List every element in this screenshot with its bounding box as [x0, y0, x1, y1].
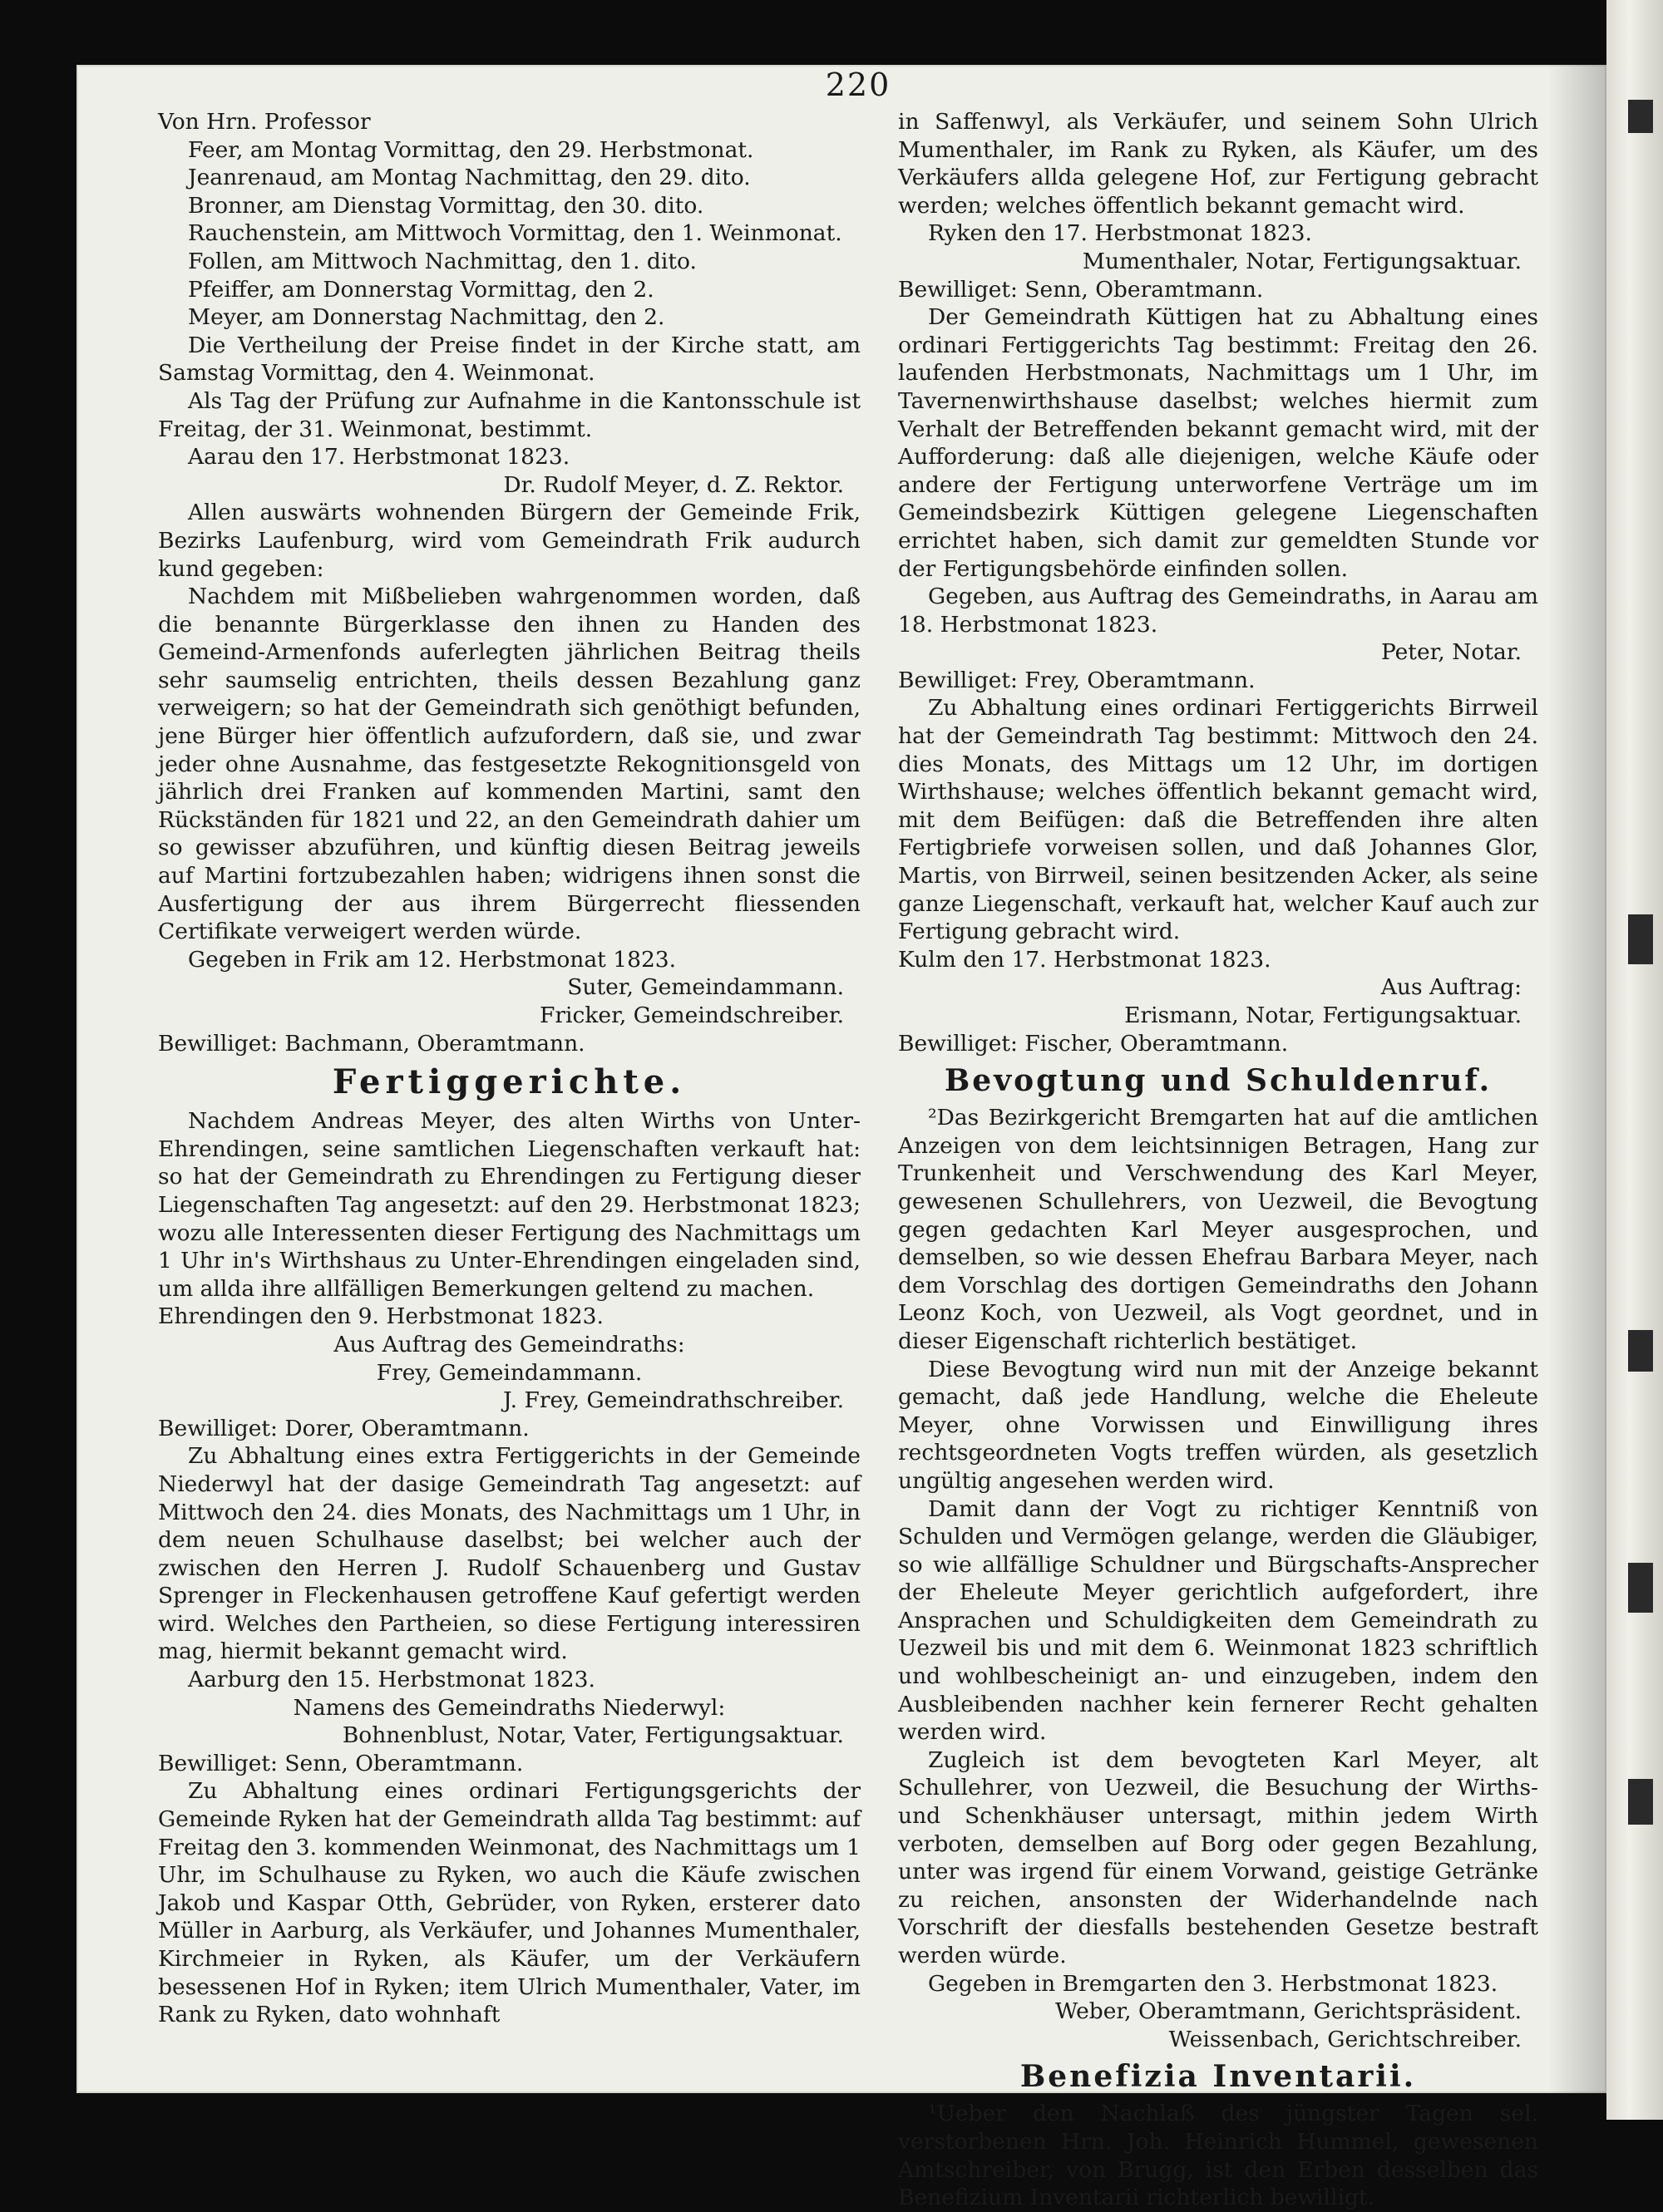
right-column-paragraph: Kulm den 17. Herbstmonat 1823.: [898, 946, 1271, 973]
right-column-paragraph: Erismann, Notar, Fertigungsaktuar.: [1124, 1003, 1522, 1028]
left-column-paragraph: Bewilliget: Dorer, Oberamtmann.: [158, 1415, 530, 1441]
ink-mark: [1628, 1779, 1653, 1825]
left-column-paragraph: Gegeben in Frik am 12. Herbstmonat 1823.: [188, 946, 677, 973]
left-column-paragraph: Aarau den 17. Herbstmonat 1823.: [188, 444, 570, 470]
left-column-paragraph: Zu Abhaltung eines ordinari Fertigungsgerichts der Gemeinde Ryken hat der Gemeindrath allda Tag bestimmt: auf Freitag den 3. kommenden Weinmonat, des Nachmittags um 1 Uhr, im Schulhause zu Ryken, wo auch die Käufe zwischen Jakob und Kaspar Otth, Gebrüder, von Ryken, ersterer dato Müller in Aarburg, als Verkäufer, und Johannes Mumenthaler, Kirchmeier in Ryken, als Käufer, um der Verkäufern besessenen Hof in Ryken; item Ulrich Mumenthaler, Vater, im Rank zu Ryken, dato wohnhaft: [158, 1778, 861, 2028]
left-column-paragraph: Nachdem Andreas Meyer, des alten Wirths von Unter-Ehrendingen, seine samtlichen Liegenschaften verkauft hat: so hat der Gemeindrath zu Ehrendingen zu Fertigung dieser Liegenschaften Tag angesetzt: auf den 29. Herbstmonat 1823; wozu alle Interessenten dieser Fertigung des Nachmittags um 1 Uhr in's Wirthshaus zu Unter-Ehrendingen eingeladen sind, um allda ihre allfälligen Bemerkungen geltend zu machen.: [158, 1108, 861, 1302]
right-column-paragraph: Ryken den 17. Herbstmonat 1823.: [928, 220, 1312, 247]
left-column-paragraph: Follen, am Mittwoch Nachmittag, den 1. dito.: [188, 248, 697, 274]
left-column-paragraph: Als Tag der Prüfung zur Aufnahme in die Kantonsschule ist Freitag, der 31. Weinmonat, bestimmt.: [158, 387, 861, 442]
right-column-paragraph: Zugleich ist dem bevogteten Karl Meyer, alt Schullehrer, von Uezweil, die Besuchung der Wirths- und Schenkhäuser untersagt, mithin jedem Wirth verboten, demselben auf Borg oder gegen Bezahlung, unter was irgend für einem Vorwand, geistige Getränke zu reichen, ansonsten der Widerhandelnde nach Vorschrift der diesfalls bestehenden Gesetze bestraft werden würde.: [898, 1746, 1538, 1968]
adjacent-page-edge: [1606, 0, 1663, 2120]
left-column-section-heading: Fertiggerichte.: [332, 1062, 687, 1102]
left-column-paragraph: Ehrendingen den 9. Herbstmonat 1823.: [158, 1303, 604, 1330]
left-column-paragraph: Zu Abhaltung eines extra Fertiggerichts in der Gemeinde Niederwyl hat der dasige Gemeindrath Tag angesetzt: auf Mittwoch den 24. dies Monats, des Nachmittags um 1 Uhr, in dem neuen Schulhause daselbst; bei welcher auch der zwischen den Herren J. Rudolf Schauenberg und Gustav Sprenger in Fleckenhausen getroffene Kauf gefertigt werden wird. Welches den Partheien, so diese Fertigung interessiren mag, hiermit bekannt gemacht wird.: [158, 1443, 861, 1665]
left-column-paragraph: Die Vertheilung der Preise findet in der Kirche statt, am Samstag Vormittag, den 4. Weinmonat.: [158, 332, 861, 387]
left-column-paragraph: Nachdem mit Mißbelieben wahrgenommen worden, daß die benannte Bürgerklasse den ihnen zu Handen des Gemeind-Armenfonds auferlegten jährlichen Beitrag theils sehr saumselig entrichten, theils dessen Bezahlung ganz verweigern; so hat der Gemeindrath sich genöthigt befunden, jene Bürger hier öffentlich aufzufordern, daß sie, und zwar jeder ohne Ausnahme, das festgesetzte Rekognitionsgeld von jährlich drei Franken auf kommenden Martini, samt den Rückständen für 1821 und 22, an den Gemeindrath dahier um so gewisser abzuführen, und künftig diesen Beitrag jeweils auf Martini fortzubezahlen haben; widrigens ihnen sonst die Ausfertigung der aus ihrem Bürgerrecht fliessenden Certifikate verweigert werden würde.: [158, 584, 861, 945]
right-column-section-heading: Benefizia Inventarii.: [1019, 2059, 1417, 2095]
left-column-paragraph: Allen auswärts wohnenden Bürgern der Gemeinde Frik, Bezirks Laufenburg, wird vom Gemeindrath Frik audurch kund gegeben:: [158, 500, 861, 582]
left-column-paragraph: Feer, am Montag Vormittag, den 29. Herbstmonat.: [188, 136, 754, 163]
left-column-paragraph: Bohnenblust, Notar, Vater, Fertigungsaktuar.: [342, 1722, 844, 1749]
right-column-paragraph: Mumenthaler, Notar, Fertigungsaktuar.: [1082, 248, 1522, 274]
right-column: [898, 108, 1538, 2211]
ink-mark: [1628, 914, 1653, 964]
right-column-paragraph: Peter, Notar.: [1380, 639, 1522, 666]
left-column-paragraph: Von Hrn. Professor: [158, 109, 371, 135]
left-column-paragraph: Pfeiffer, am Donnerstag Vormittag, den 2.: [188, 276, 654, 303]
right-column-paragraph: Diese Bevogtung wird nun mit der Anzeige bekannt gemacht, daß jede Handlung, welche die Eheleute Meyer, ohne Vorwissen und Einwilligung ihres rechtsgeordneten Vogts treffen würden, als gesetzlich ungültig angesehen werden wird.: [898, 1356, 1538, 1494]
left-column-paragraph: Fricker, Gemeindschreiber.: [539, 1003, 844, 1028]
right-column-paragraph: Aus Auftrag:: [1380, 974, 1522, 1001]
page-number: 220: [825, 67, 891, 103]
right-column-paragraph: ²Das Bezirkgericht Bremgarten hat auf die amtlichen Anzeigen von dem leichtsinnigen Betragen, Hang zur Trunkenheit und Verschwendung des Karl Meyer, gewesenen Schullehrers, von Uezweil, die Bevogtung gegen gedachten Karl Meyer ausgesprochen, und demselben, so wie dessen Ehefrau Barbara Meyer, nach dem Vorschlag des dortigen Gemeindraths den Johann Leonz Koch, von Uezweil, als Vogt geordnet, und in dieser Eigenschaft richterlich bestätiget.: [898, 1105, 1538, 1354]
left-column-paragraph: Aus Auftrag des Gemeindraths:: [333, 1331, 685, 1357]
left-column-paragraph: Rauchenstein, am Mittwoch Vormittag, den 1. Weinmonat.: [188, 220, 842, 247]
right-column-paragraph: in Saffenwyl, als Verkäufer, und seinem Sohn Ulrich Mumenthaler, im Rank zu Ryken, als Käufer, um des Verkäufers allda gelegene Hof, zur Fertigung gebracht werden; welches öffentlich bekannt gemacht wird.: [898, 109, 1538, 219]
left-column-paragraph: Jeanrenaud, am Montag Nachmittag, den 29. dito.: [188, 165, 751, 191]
left-column-paragraph: Dr. Rudolf Meyer, d. Z. Rektor.: [503, 471, 844, 498]
right-column-section-heading: Bevogtung und Schuldenruf.: [944, 1063, 1493, 1099]
left-column-paragraph: Bewilliget: Senn, Oberamtmann.: [158, 1750, 524, 1776]
left-column-paragraph: J. Frey, Gemeindrathschreiber.: [503, 1387, 844, 1414]
right-column-paragraph: Damit dann der Vogt zu richtiger Kenntniß von Schulden und Vermögen gelange, werden die Gläubiger, so wie allfällige Schuldner und Bürgschafts-Ansprecher der Eheleute Meyer gerichtlich aufgefordert, ihre Ansprachen und Schuldigkeiten dem Gemeindrath zu Uezweil bis und mit dem 6. Weinmonat 1823 schriftlich und wohlbescheinigt an- und einzugeben, indem den Ausbleibenden nachher kein fernerer Recht gehalten werden wird.: [898, 1495, 1538, 1746]
left-column-paragraph: Frey, Gemeindammann.: [376, 1359, 643, 1386]
left-column-paragraph: Meyer, am Donnerstag Nachmittag, den 2.: [188, 304, 665, 331]
ink-mark: [1628, 1330, 1653, 1372]
right-column-paragraph: Weber, Oberamtmann, Gerichtspräsident.: [1055, 1998, 1522, 2025]
ink-mark: [1628, 1563, 1653, 1613]
right-column-paragraph: Weissenbach, Gerichtschreiber.: [1168, 2026, 1522, 2052]
left-column: [158, 108, 861, 2028]
ink-mark: [1628, 100, 1653, 133]
left-column-paragraph: Namens des Gemeindraths Niederwyl:: [293, 1694, 726, 1721]
right-column-paragraph: Bewilliget: Senn, Oberamtmann.: [898, 276, 1264, 303]
right-column-paragraph: Der Gemeindrath Küttigen hat zu Abhaltung eines ordinari Fertiggerichts Tag bestimmt: Freitag den 26. laufenden Herbstmonats, Nachmittags um 1 Uhr, im Tavernenwirthshause daselbst; welches hiermit zum Verhalt der Betreffenden bekannt gemacht wird, mit der Aufforderung: daß alle diejenigen, welche Käufe oder andere der Fertigung unterworfene Verträge um im Gemeindsbezirk Küttigen gelegene Liegenschaften errichtet haben, sich damit zur gemeldten Stunde vor der Fertigungsbehörde einfinden sollen.: [898, 304, 1538, 582]
right-column-paragraph: Bewilliget: Frey, Oberamtmann.: [898, 667, 1256, 693]
left-column-paragraph: Bewilliget: Bachmann, Oberamtmann.: [158, 1030, 585, 1057]
right-column-paragraph: Zu Abhaltung eines ordinari Fertiggerichts Birrweil hat der Gemeindrath Tag bestimmt: Mittwoch den 24. dies Monats, des Mittags um 12 Uhr, im dortigen Wirthshause; welches öffentlich bekannt gemacht wird, mit dem Beifügen: daß die Betreffenden ihre alten Fertigbriefe vorweisen sollen, und daß Johannes Glor, Martis, von Birrweil, seinen besitzenden Acker, als seine ganze Liegenschaft, verkauft hat, welcher Kauf auch zur Fertigung gebracht wird.: [898, 695, 1538, 945]
left-column-paragraph: Aarburg den 15. Herbstmonat 1823.: [188, 1667, 595, 1693]
right-column-paragraph: ¹Ueber den Nachlaß des jüngster Tagen sel. verstorbenen Hrn. Joh. Heinrich Hummel, gewesenen Amtschreiber, von Brugg, ist den Erben desselben das Benefizium Inventarii richterlich bewilligt.: [898, 2101, 1538, 2211]
right-column-paragraph: Gegeben in Bremgarten den 3. Herbstmonat 1823.: [928, 1970, 1498, 1997]
left-column-paragraph: Bronner, am Dienstag Vormittag, den 30. dito.: [188, 192, 704, 219]
right-column-paragraph: Gegeben, aus Auftrag des Gemeindraths, in Aarau am 18. Herbstmonat 1823.: [898, 584, 1538, 638]
right-column-paragraph: Bewilliget: Fischer, Oberamtmann.: [898, 1030, 1289, 1057]
left-column-paragraph: Suter, Gemeindammann.: [567, 974, 844, 1001]
